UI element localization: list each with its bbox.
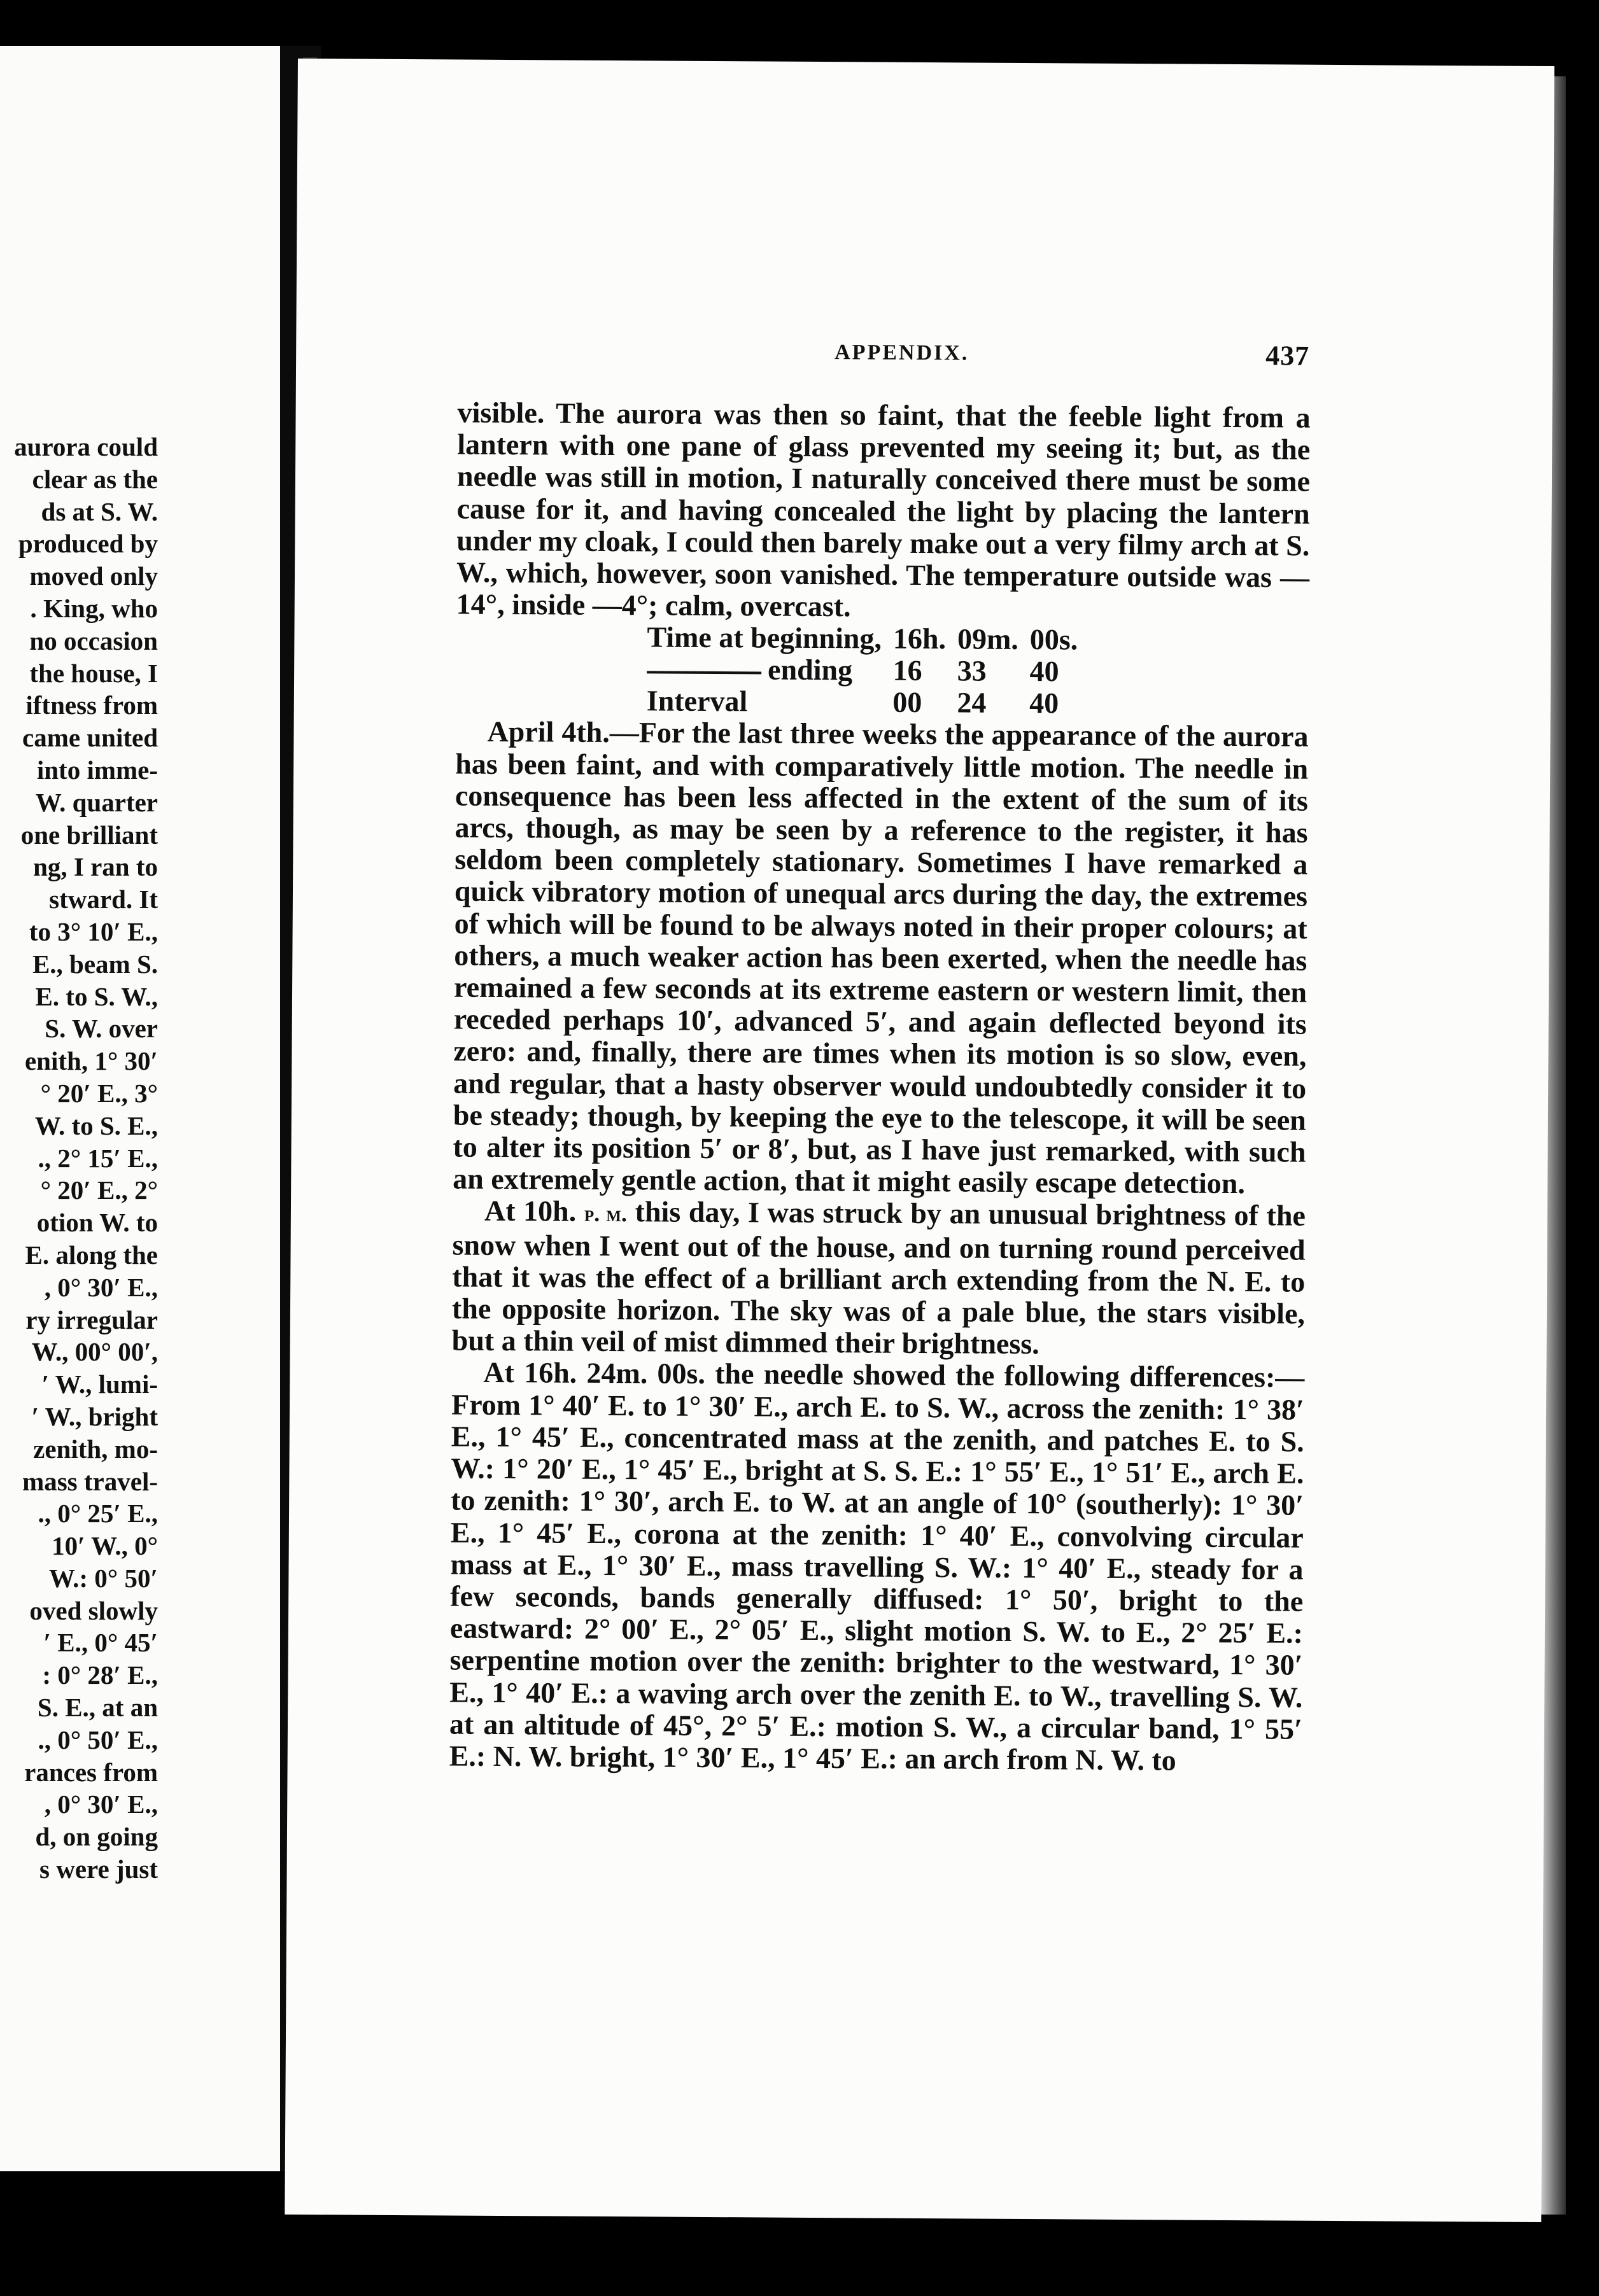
left-page-line: d, on going — [35, 1822, 158, 1852]
left-page-line: : 0° 28′ E., — [42, 1660, 158, 1690]
left-page-line: S. W. over — [45, 1014, 158, 1044]
left-page-line: mass travel- — [22, 1466, 158, 1496]
time-row-beginning — [647, 622, 1089, 656]
left-page-line: one brilliant — [20, 820, 158, 850]
left-page — [0, 46, 280, 2171]
time-seconds: 00s. — [1029, 623, 1078, 656]
time-label: Time at beginning, — [647, 620, 882, 655]
paragraph-10h-pm — [452, 1195, 1306, 1362]
paragraph-16h-24m: At 16h. 24m. 00s. the needle showed the following differences:—From 1° 40′ E. to 1° 30′ E., arch E. to S. W., across the zenith: 1° 38′ E., 1° 45′ E., concentrated mass at the zenith, and patches E. to S. W.: 1° 20′ E., 1° 45′ E., bright at S. S. E.: 1° 55′ E., 1° 51′ E., arch E. to zenith: 1° 30′, arch E. to W. at an angle of 10° (southerly): 1° 30′ E., 1° 45′ E., corona at the zenith: 1° 40′ E., convolving circular mass at E., 1° 30′ E., mass travelling S. W.: 1° 40′ E., steady for a few seconds, bands generally diffused: 1° 50′, bright to the eastward: 2° 00′ E., 2° 05′ E., slight motion S. W. to E., 2° 25′ E.: serpentine motion over the zenith: brighter to the westward, 1° 30′ E., 1° 40′ E.: a waving arch over the zenith E. to W., travelling S. W. at an altitude of 45°, 2° 5′ E.: motion S. W., a circular band, 1° 55′ E.: N. W. bright, 1° 30′ E., 1° 45′ E.: an arch from N. W. to — [449, 1356, 1305, 1777]
left-page-line: enith, 1° 30′ — [24, 1046, 158, 1076]
left-page-line: into imme- — [36, 755, 158, 785]
left-page-line: ng, I ran to — [33, 852, 158, 882]
left-page-line: produced by — [18, 529, 158, 559]
time-minutes: 24 — [957, 686, 987, 720]
time-row-ending — [647, 654, 1089, 688]
time-label-text: ending — [767, 653, 853, 687]
time-hours: 16 — [892, 654, 922, 687]
left-page-line: iftness from — [25, 690, 158, 720]
time-minutes: 33 — [957, 654, 987, 688]
time-hours: 00 — [892, 686, 922, 719]
left-page-line: ry irregular — [25, 1305, 158, 1334]
left-page-line: ., 0° 50′ E., — [38, 1725, 158, 1754]
time-seconds: 40 — [1029, 655, 1059, 688]
left-page-line: aurora could — [14, 432, 158, 461]
left-page-line: zenith, mo- — [33, 1434, 158, 1464]
left-page-line: the house, I — [29, 658, 158, 688]
left-page-line: stward. It — [49, 885, 158, 914]
page-number: 437 — [1265, 340, 1310, 372]
paragraph-april-4th: April 4th.—For the last three weeks the appearance of the aurora has been faint, and with comparatively little motion. The needle in consequence has been less affected in the extent of the sum of its arcs, though, as may be seen by a reference to the register, it has seldom been completely stationary. Sometimes I have remarked a quick vibratory motion of unequal arcs during the day, the extremes of which will be found to be always noted in their proper colours; at others, a much weaker action has been exerted, when the needle has remained a few seconds at its extreme eastern or western limit, then receded perhaps 10′, advanced 5′, and again deflected beyond its zero: and, finally, there are times when its motion is so slow, even, and regular, that a hasty observer would undoubtedly consider it to be steady; though, by keeping the eye to the telescope, it will be seen to alter its position 5′ or 8′, but, as I have just remarked, with such an extremely gentle action, that it might easily escape detection. — [453, 715, 1309, 1200]
left-page-line: came united — [22, 723, 158, 753]
left-page-line: ° 20′ E., 3° — [40, 1078, 158, 1108]
left-page-line: s were just — [39, 1854, 158, 1884]
left-page-line: E. along the — [25, 1240, 158, 1270]
left-page-line: moved only — [29, 561, 158, 591]
left-page-line: . King, who — [30, 593, 158, 623]
left-page-line: to 3° 10′ E., — [29, 916, 158, 946]
time-seconds: 40 — [1029, 687, 1059, 720]
left-page-line: otion W. to — [36, 1208, 158, 1238]
time-label — [647, 654, 893, 687]
left-page-line: oved slowly — [29, 1595, 158, 1625]
paragraph-visible: visible. The aurora was then so faint, that the feeble light from a lantern with one pane of glass prevented my seeing it; but, as the needle was still in motion, I naturally conceived there must be some cause for it, and having concealed the light by placing the lantern under my cloak, I could then barely make out a very filmy arch at S. W., which, however, soon vanished. The temperature outside was —14°, inside —4°; calm, overcast. — [456, 396, 1311, 623]
left-page-line: , 0° 30′ E., — [44, 1789, 158, 1819]
left-page-line: W., 00° 00′, — [31, 1337, 158, 1367]
left-page-line: ′ W., bright — [31, 1401, 158, 1431]
left-page-line: , 0° 30′ E., — [44, 1272, 158, 1302]
left-page-line: W. to S. E., — [34, 1110, 158, 1140]
time-hours: 16h. — [892, 622, 947, 655]
page-body — [449, 397, 1311, 1777]
left-page-line: ., 0° 25′ E., — [38, 1499, 158, 1529]
left-page-line: E., beam S. — [32, 949, 158, 979]
left-page-line: ′ E., 0° 45′ — [43, 1628, 158, 1658]
left-page-line: rances from — [24, 1757, 158, 1787]
right-page — [285, 59, 1554, 2222]
left-page-line: clear as the — [32, 464, 158, 494]
left-page-line: W.: 0° 50′ — [48, 1563, 158, 1593]
time-table — [647, 622, 1090, 720]
para3-start: At 10h. — [484, 1194, 577, 1228]
left-page-line: ., 2° 15′ E., — [38, 1143, 158, 1173]
pm-small-caps: p. m. — [584, 1201, 628, 1227]
left-page-line: ds at S. W. — [41, 496, 158, 526]
left-page-line: S. E., at an — [37, 1693, 158, 1723]
left-page-line: W. quarter — [35, 787, 158, 817]
left-page-line: 10′ W., 0° — [52, 1531, 158, 1561]
ditto-dash — [647, 671, 761, 674]
left-page-line: ′ W., lumi- — [41, 1369, 158, 1399]
time-row-interval — [647, 685, 1089, 720]
time-minutes: 09m. — [957, 622, 1019, 656]
page-header — [296, 337, 1553, 372]
time-label: Interval — [646, 684, 748, 718]
left-page-line: ° 20′ E., 2° — [40, 1175, 158, 1205]
left-page-text-column — [0, 431, 158, 1886]
running-title: APPENDIX. — [835, 340, 969, 365]
left-page-line: E. to S. W., — [35, 981, 158, 1011]
left-page-line: no occasion — [29, 626, 158, 655]
para3-rest: this day, I was struck by an unusual brightness of the snow when I went out of the house, and on turning round perceived that it was the effect of a brilliant arch extending from the N. E. to the opposite horizon. The sky was of a pale blue, the stars visible, but a thin veil of mist dimmed their brightness. — [451, 1195, 1306, 1361]
